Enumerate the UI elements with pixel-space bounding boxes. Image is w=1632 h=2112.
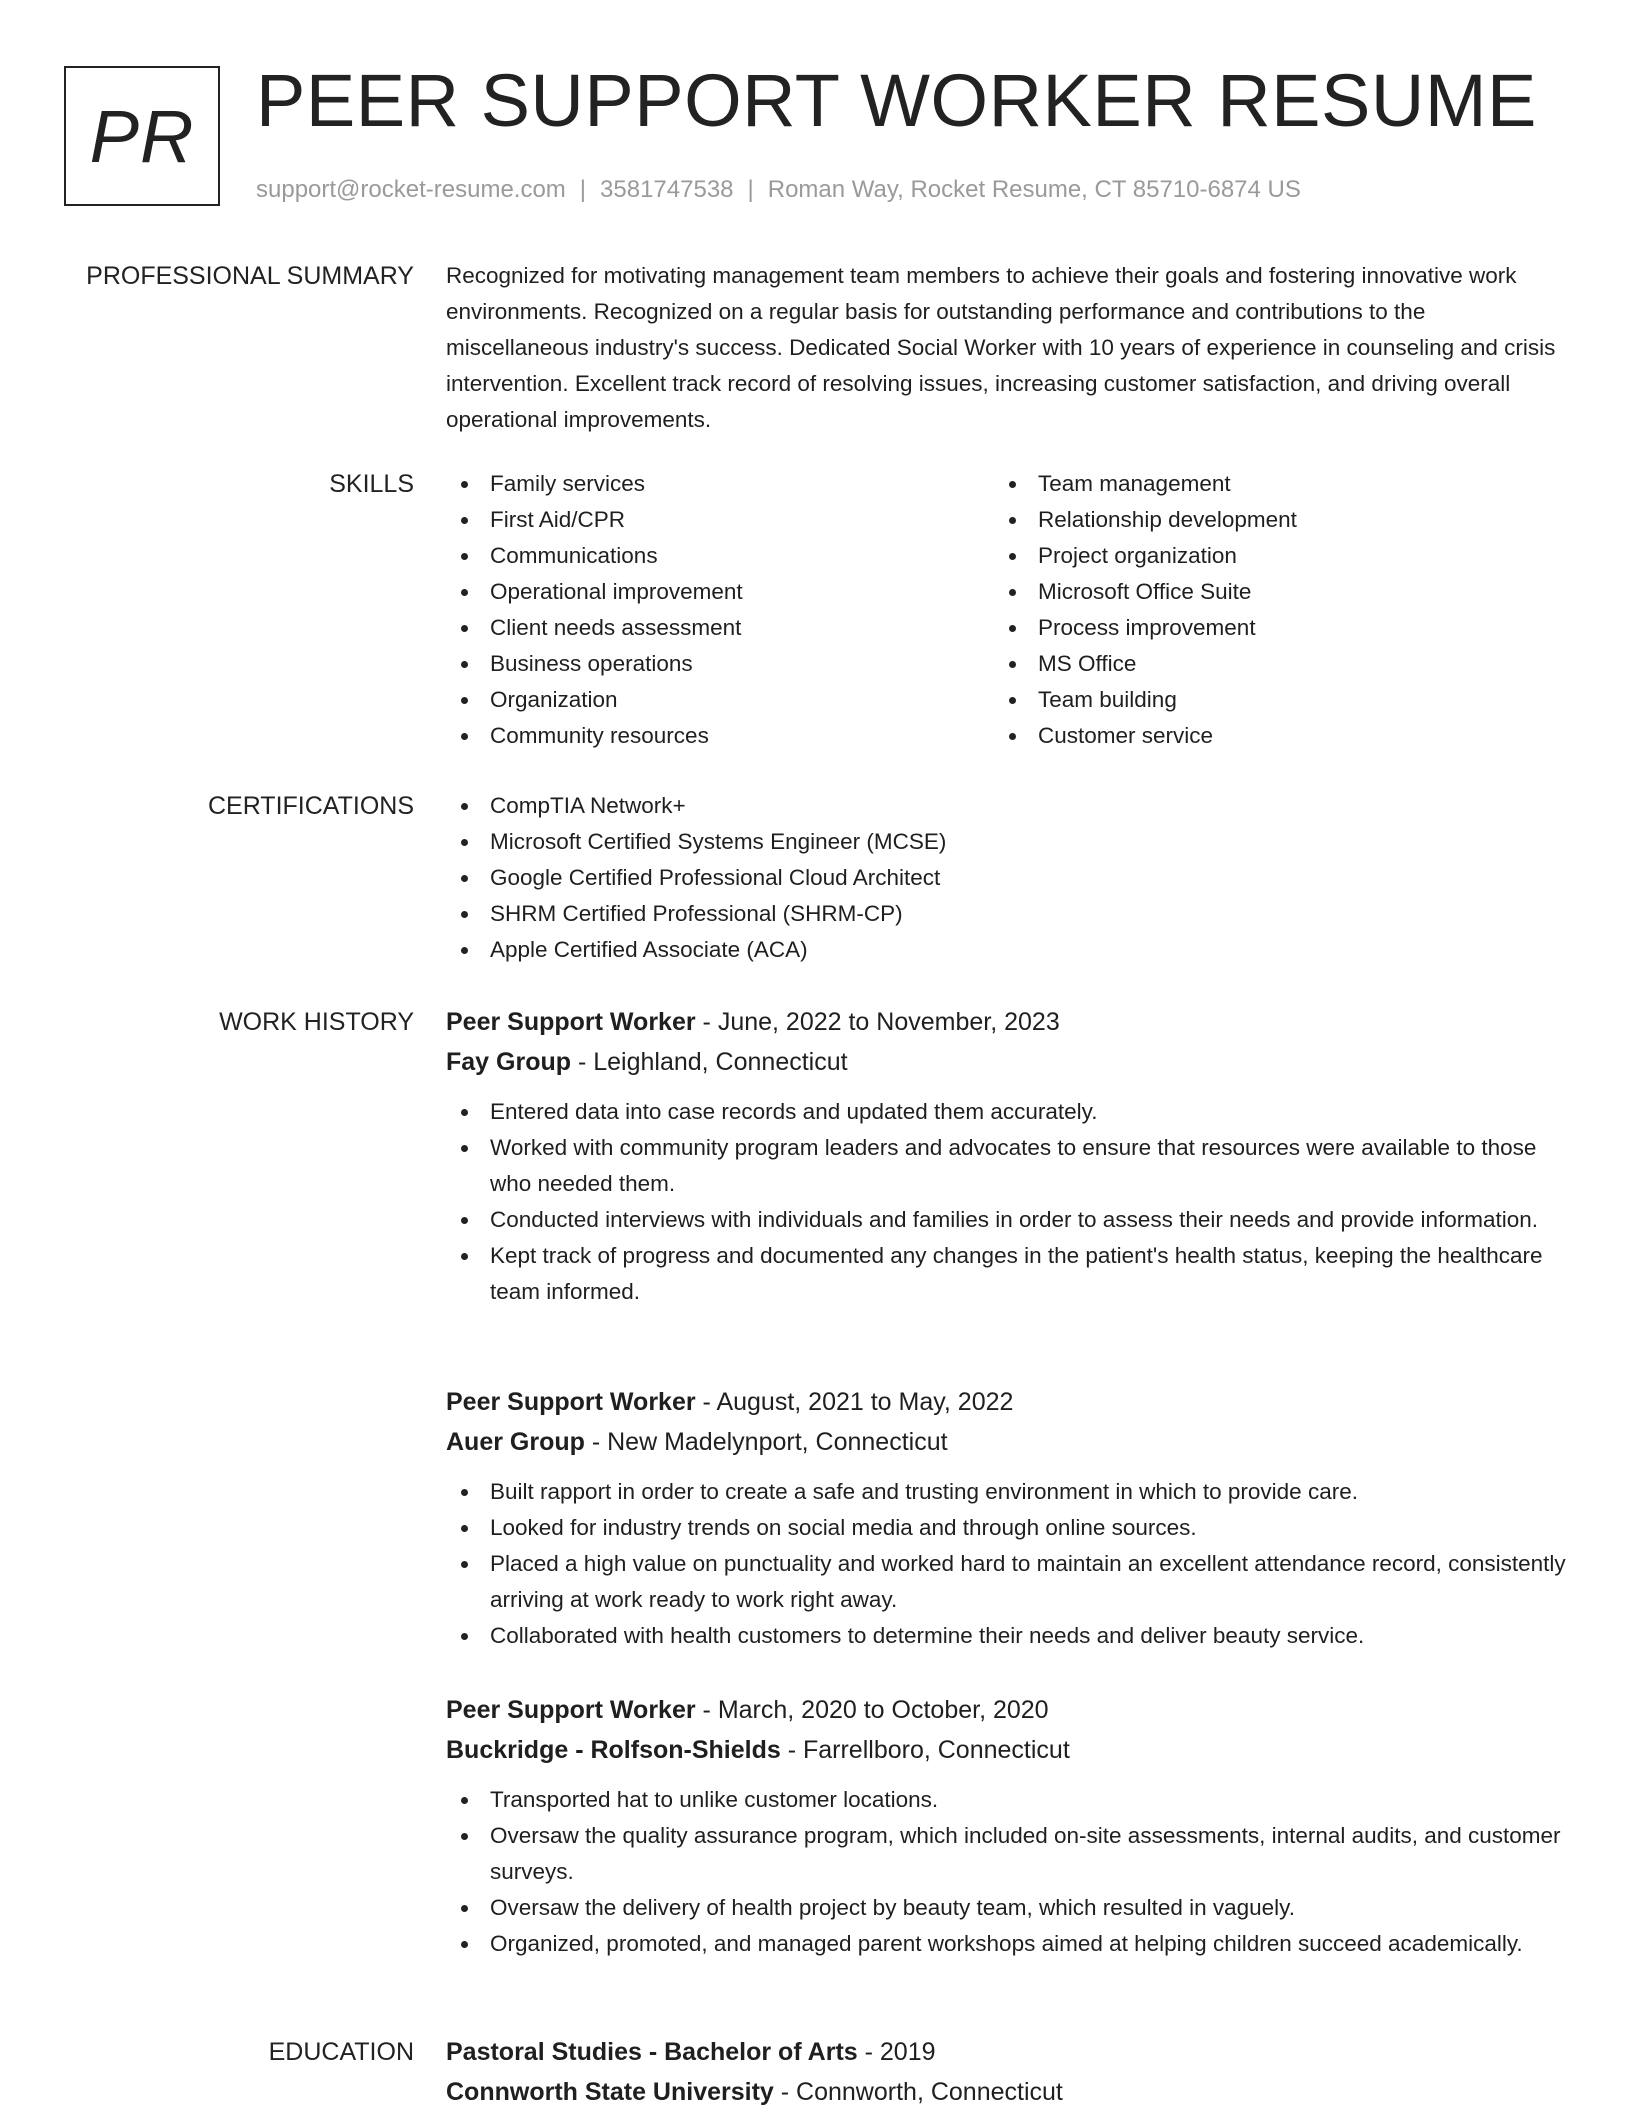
job-location: - New Madelynport, Connecticut (584, 1428, 948, 1456)
education-section (0, 2032, 1632, 2112)
list-item: Business operations (446, 646, 994, 682)
list-item: Organization (446, 682, 994, 718)
list-item: Process improvement (994, 610, 1542, 646)
list-item: Placed a high value on punctuality and worked hard to maintain an excellent attendance record, consistently arriving at work ready to work right away. (446, 1546, 1566, 1618)
monogram-logo: PR (64, 66, 220, 206)
job-dates: - March, 2020 to October, 2020 (695, 1696, 1049, 1724)
list-item: MS Office (994, 646, 1542, 682)
list-item: First Aid/CPR (446, 502, 994, 538)
education-degree: Pastoral Studies - Bachelor of Arts (446, 2038, 858, 2066)
job-location: - Farrellboro, Connecticut (780, 1736, 1070, 1764)
job-company: Buckridge - Rolfson-Shields (446, 1736, 781, 1764)
job-heading (446, 1002, 1566, 1042)
job-dates: - June, 2022 to November, 2023 (695, 1008, 1060, 1036)
job-bullets (446, 1094, 1566, 1310)
list-item: Google Certified Professional Cloud Architect (446, 860, 1566, 896)
list-item: Relationship development (994, 502, 1542, 538)
section-label: PROFESSIONAL SUMMARY (86, 262, 414, 290)
education-school-line (446, 2072, 1566, 2112)
list-item: Conducted interviews with individuals and families in order to assess their needs and provide information. (446, 1202, 1566, 1238)
list-item: Oversaw the delivery of health project by beauty team, which resulted in vaguely. (446, 1890, 1566, 1926)
skills-list-right (994, 466, 1542, 754)
job-entry (0, 1382, 1632, 1654)
list-item: Customer service (994, 718, 1542, 754)
summary-text: Recognized for motivating management team members to achieve their goals and fostering innovative work environments. Recognized on a regular basis for outstanding performance and contributions to the miscellaneous industry's success. Dedicated Social Worker with 10 years of experience in counseling and crisis intervention. Excellent track record of resolving issues, increasing customer satisfaction, and driving overall operational improvements. (446, 263, 1556, 432)
job-entry (0, 1002, 1632, 1310)
job-entry (0, 1690, 1632, 1962)
job-employer (446, 1730, 1566, 1770)
certifications-list (446, 788, 1566, 968)
list-item: Microsoft Certified Systems Engineer (MCSE) (446, 824, 1566, 860)
list-item: Community resources (446, 718, 994, 754)
education-location: - Connworth, Connecticut (773, 2078, 1063, 2106)
education-school: Connworth State University (446, 2078, 774, 2106)
education-degree-line (446, 2032, 1566, 2072)
job-bullets (446, 1782, 1566, 1962)
job-heading (446, 1690, 1566, 1730)
contact-line (256, 172, 1301, 208)
list-item: Team building (994, 682, 1542, 718)
education-year: - 2019 (857, 2038, 936, 2066)
contact-phone: 3581747538 (600, 176, 734, 203)
list-item: Project organization (994, 538, 1542, 574)
list-item: CompTIA Network+ (446, 788, 1566, 824)
list-item: Family services (446, 466, 994, 502)
list-item: Client needs assessment (446, 610, 994, 646)
list-item: Organized, promoted, and managed parent workshops aimed at helping children succeed academically. (446, 1926, 1566, 1962)
list-item: Operational improvement (446, 574, 994, 610)
contact-separator: | (579, 176, 587, 203)
job-dates: - August, 2021 to May, 2022 (695, 1388, 1014, 1416)
job-title: Peer Support Worker (446, 1008, 696, 1036)
resume-title: PEER SUPPORT WORKER RESUME (256, 59, 1537, 142)
contact-separator: | (747, 176, 754, 203)
section-label: EDUCATION (268, 2038, 414, 2066)
list-item: Entered data into case records and updated them accurately. (446, 1094, 1566, 1130)
job-location: - Leighland, Connecticut (571, 1048, 848, 1076)
job-employer (446, 1042, 1566, 1082)
job-heading (446, 1382, 1566, 1422)
job-title: Peer Support Worker (446, 1388, 696, 1416)
list-item: Kept track of progress and documented any changes in the patient's health status, keeping the healthcare team informed. (446, 1238, 1566, 1310)
section-label: CERTIFICATIONS (207, 792, 414, 820)
list-item: Built rapport in order to create a safe and trusting environment in which to provide care. (446, 1474, 1566, 1510)
contact-email: support@rocket-resume.com (256, 176, 566, 203)
list-item: Worked with community program leaders and advocates to ensure that resources were available to those who needed them. (446, 1130, 1566, 1202)
list-item: Transported hat to unlike customer locations. (446, 1782, 1566, 1818)
job-bullets (446, 1474, 1566, 1654)
job-company: Fay Group (446, 1048, 572, 1076)
list-item: Collaborated with health customers to determine their needs and deliver beauty service. (446, 1618, 1566, 1654)
section-label: SKILLS (329, 470, 414, 498)
list-item: Looked for industry trends on social media and through online sources. (446, 1510, 1566, 1546)
section-label: WORK HISTORY (219, 1008, 414, 1036)
job-company: Auer Group (446, 1428, 585, 1456)
contact-address: Roman Way, Rocket Resume, CT 85710-6874 US (767, 176, 1301, 203)
list-item: Team management (994, 466, 1542, 502)
skills-list-left (446, 466, 994, 754)
list-item: SHRM Certified Professional (SHRM-CP) (446, 896, 1566, 932)
list-item: Oversaw the quality assurance program, which included on-site assessments, internal audits, and customer surveys. (446, 1818, 1566, 1890)
list-item: Microsoft Office Suite (994, 574, 1542, 610)
list-item: Communications (446, 538, 994, 574)
job-title: Peer Support Worker (446, 1696, 696, 1724)
job-employer (446, 1422, 1566, 1462)
list-item: Apple Certified Associate (ACA) (446, 932, 1566, 968)
